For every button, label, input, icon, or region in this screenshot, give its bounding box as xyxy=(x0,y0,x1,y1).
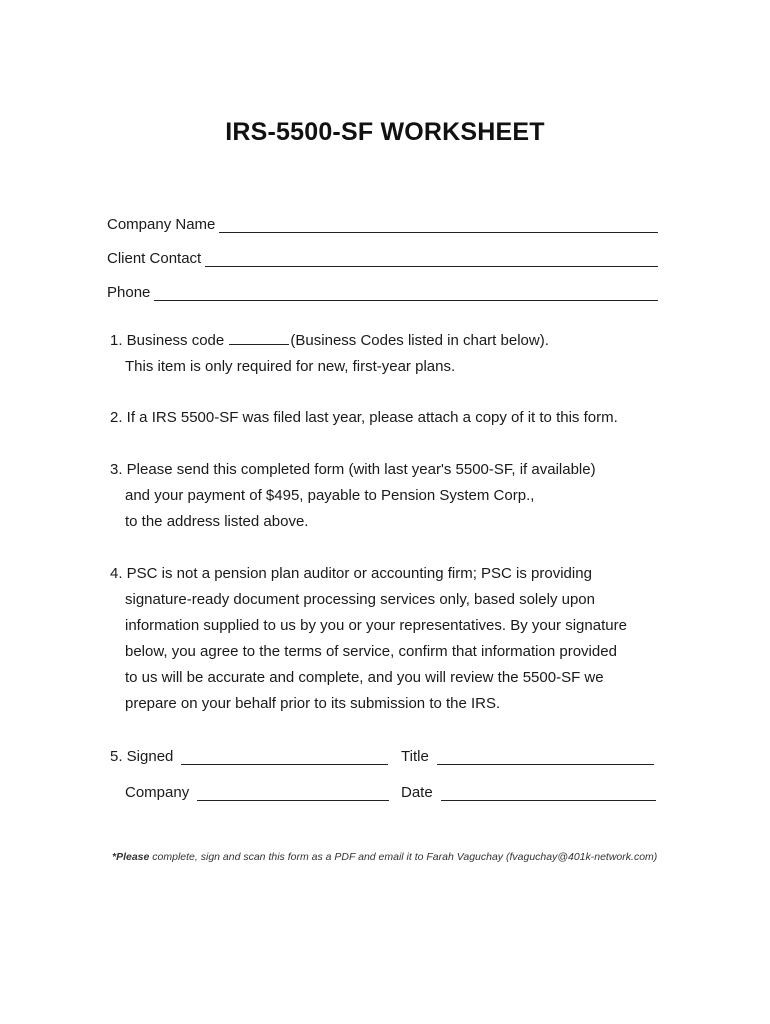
item-1-prefix: 1. Business code xyxy=(110,332,225,349)
item-4-line-4: below, you agree to the terms of service, confirm that information provided xyxy=(125,643,617,660)
company-label: Company xyxy=(125,784,190,801)
item-4-line-2: signature-ready document processing services only, based solely upon xyxy=(125,591,595,608)
client-contact-line[interactable] xyxy=(205,252,658,267)
item-3-line-1: 3. Please send this completed form (with last year's 5500-SF, if available) xyxy=(110,461,596,478)
company-name-field[interactable] xyxy=(107,213,658,233)
item-2 xyxy=(110,405,690,431)
client-contact-label: Client Contact xyxy=(107,250,202,267)
item-4 xyxy=(110,561,690,717)
item-1-line-2: This item is only required for new, first-year plans. xyxy=(125,358,456,375)
title-label: Title xyxy=(401,748,429,765)
title-field[interactable] xyxy=(401,745,654,765)
company-field[interactable] xyxy=(125,781,389,801)
date-line[interactable] xyxy=(441,786,656,801)
item-3 xyxy=(110,457,690,535)
signed-line[interactable] xyxy=(181,750,388,765)
date-label: Date xyxy=(401,784,433,801)
item-4-line-5: to us will be accurate and complete, and you will review the 5500-SF we xyxy=(125,669,604,686)
item-4-line-3: information supplied to us by you or your representatives. By your signature xyxy=(125,617,627,634)
signed-field[interactable] xyxy=(110,745,388,765)
business-code-blank[interactable] xyxy=(229,331,289,345)
phone-label: Phone xyxy=(107,284,151,301)
company-name-label: Company Name xyxy=(107,216,216,233)
phone-field[interactable] xyxy=(107,281,658,301)
title-line[interactable] xyxy=(437,750,654,765)
item-4-line-1: 4. PSC is not a pension plan auditor or accounting firm; PSC is providing xyxy=(110,565,592,582)
phone-line[interactable] xyxy=(154,286,658,301)
item-3-line-3: to the address listed above. xyxy=(125,513,309,530)
item-4-line-6: prepare on your behalf prior to its submission to the IRS. xyxy=(125,695,501,712)
signed-label: 5. Signed xyxy=(110,748,174,765)
footnote-text: complete, sign and scan this form as a PDF and email it to Farah Vaguchay (fvaguchay@401k-network.com) xyxy=(149,851,658,863)
item-1 xyxy=(110,328,690,380)
footnote-lead: *Please xyxy=(112,851,150,863)
item-1-suffix: (Business Codes listed in chart below). xyxy=(290,332,549,349)
item-2-line-1: 2. If a IRS 5500-SF was filed last year, please attach a copy of it to this form. xyxy=(110,409,618,426)
company-line[interactable] xyxy=(197,786,389,801)
page-title: IRS-5500-SF WORKSHEET xyxy=(225,118,545,146)
item-3-line-2: and your payment of $495, payable to Pension System Corp., xyxy=(125,487,535,504)
client-contact-field[interactable] xyxy=(107,247,658,267)
date-field[interactable] xyxy=(401,781,656,801)
footnote xyxy=(112,851,657,863)
company-name-line[interactable] xyxy=(219,218,658,233)
